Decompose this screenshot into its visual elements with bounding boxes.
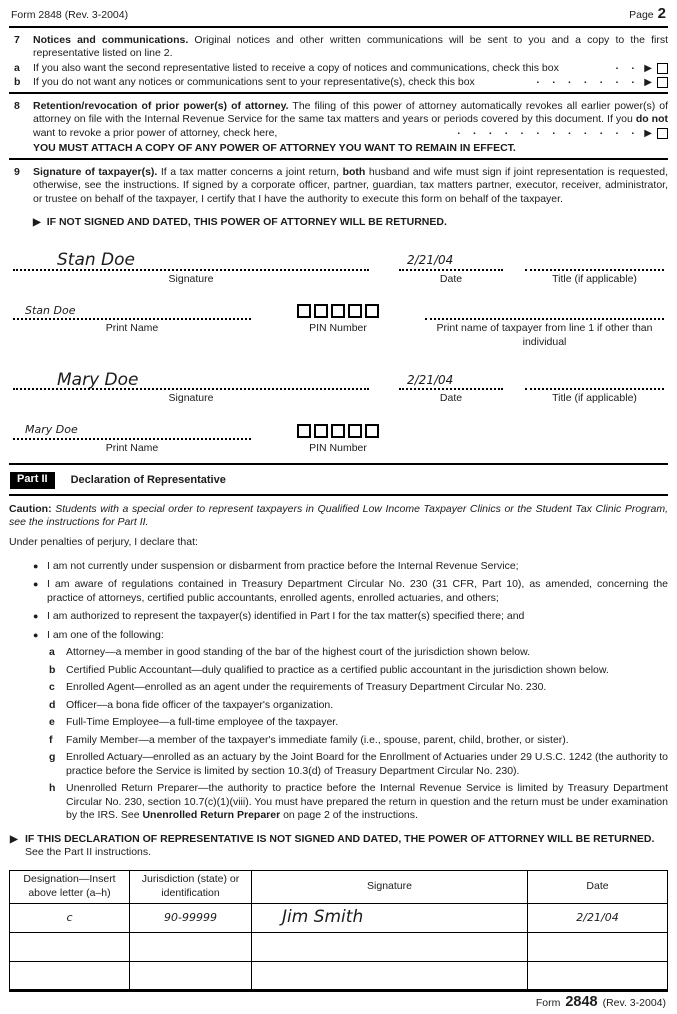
designation-cell[interactable]	[10, 932, 130, 961]
jurisdiction-cell[interactable]	[130, 932, 252, 961]
pin-box[interactable]	[365, 424, 379, 438]
taxpayer1-print-other-field[interactable]	[425, 299, 664, 320]
line8-title: Retention/revocation of prior power(s) of attorney.	[33, 99, 289, 112]
divider	[9, 494, 668, 496]
pin-number-label: PIN Number	[309, 441, 367, 454]
signature-cell[interactable]	[252, 961, 528, 990]
designation-cell[interactable]	[10, 961, 130, 990]
taxpayer1-signature-row	[13, 250, 664, 287]
signature-label: Signature	[168, 272, 214, 285]
line7b-letter: b	[14, 76, 21, 88]
arrow-right-icon: ▶	[10, 833, 18, 845]
declaration-bullet: ● I am aware of regulations contained in Treasury Department Circular No. 230 (31 CFR, Part 10), as amended, concerning the practice of attorneys, certified public accountants, enrolled agents, enrolled actuaries, and others;	[33, 578, 668, 604]
arrow-right-icon: ▶	[33, 217, 41, 228]
taxpayer1-pin-boxes	[277, 299, 399, 320]
taxpayer2-print-row	[13, 419, 664, 456]
part2-title: Declaration of Representative	[70, 473, 226, 486]
signature-cell[interactable]: Jim Smith	[252, 903, 528, 932]
designation-d: d Officer—a bona fide officer of the taxpayer's organization.	[49, 698, 334, 711]
taxpayer1-print-name-field[interactable]: Stan Doe	[13, 299, 251, 320]
taxpayer2-print-name-field[interactable]: Mary Doe	[13, 419, 251, 440]
pin-box[interactable]	[297, 424, 311, 438]
page-footer	[9, 993, 668, 1011]
taxpayer2-signature-row	[13, 369, 664, 406]
jurisdiction-column-header: Jurisdiction (state) or identification	[130, 870, 252, 903]
line8-number: 8	[14, 99, 20, 112]
line7a-text: If you also want the second representative listed to receive a copy of notices and communications, check this box	[33, 61, 559, 74]
pin-box[interactable]	[314, 304, 328, 318]
date-column-header: Date	[528, 870, 668, 903]
signature-label: Signature	[168, 392, 214, 404]
page-header	[9, 5, 668, 24]
footer-form-number: 2848	[565, 993, 598, 1010]
title-label: Title (if applicable)	[552, 272, 637, 285]
line9-title: Signature of taxpayer(s).	[33, 165, 158, 178]
caution-note: Caution: Students with a special order to represent taxpayers in Qualified Low Income Taxpayer Clinics or the Student Tax Clinic Program, see the instructions for Part II.	[9, 502, 668, 528]
line7b-text: If you do not want any notices or communications sent to your representative(s), check this box	[33, 76, 475, 88]
designation-c: c Enrolled Agent—enrolled as an agent under the requirements of Treasury Department Circular No. 230.	[49, 681, 547, 693]
declaration-bullet: ● I am one of the following:	[33, 628, 164, 641]
taxpayer1-print-row	[13, 299, 664, 349]
arrow-right-icon: ▶	[644, 62, 652, 74]
line8	[9, 100, 668, 141]
representative-table	[9, 870, 668, 992]
title-label: Title (if applicable)	[552, 392, 637, 404]
designation-column-header: Designation—Insert above letter (a–h)	[10, 870, 130, 903]
divider	[9, 463, 668, 465]
designation-e: e Full-Time Employee—a full-time employee of the taxpayer.	[49, 716, 339, 728]
line7a	[14, 59, 668, 76]
dot-leader: . . . . . . . . . . . .	[457, 124, 640, 137]
print-name-label: Print Name	[105, 441, 159, 454]
line8-checkbox[interactable]	[657, 128, 668, 139]
pin-box[interactable]	[314, 424, 328, 438]
date-label: Date	[439, 392, 463, 404]
pin-box[interactable]	[297, 304, 311, 318]
taxpayer1-date-field[interactable]: 2/21/04	[399, 250, 503, 271]
line8-text: Retention/revocation of prior power(s) of attorney. The filing of this power of attorney automatically revokes all earlier power(s) of attorney on file with the Internal Revenue Service for the same tax matters and years or periods covered by this document. If you do not want to revoke a prior power of attorney, check here, . . . . . . . . . . . . ▶	[33, 99, 668, 139]
table-row	[10, 932, 668, 961]
part2-badge: Part II	[10, 472, 55, 489]
pin-box[interactable]	[331, 304, 345, 318]
bullet-icon: ●	[33, 560, 39, 571]
taxpayer2-pin-boxes	[277, 419, 399, 440]
arrow-right-icon: ▶	[644, 127, 652, 139]
jurisdiction-cell[interactable]	[130, 961, 252, 990]
pin-box[interactable]	[365, 304, 379, 318]
table-row	[10, 961, 668, 990]
line9-number: 9	[14, 165, 20, 178]
divider	[9, 26, 668, 28]
bullet-icon: ●	[33, 579, 39, 589]
signature-cell[interactable]	[252, 932, 528, 961]
footer-form-label: Form	[535, 996, 561, 1009]
date-cell[interactable]: 2/21/04	[528, 903, 668, 932]
date-cell[interactable]	[528, 932, 668, 961]
line7-number: 7	[14, 33, 20, 46]
taxpayer2-date-field[interactable]: 2/21/04	[399, 369, 503, 390]
part2-header	[9, 470, 668, 492]
pin-box[interactable]	[331, 424, 345, 438]
declaration-bullet: ● I am not currently under suspension or disbarment from practice before the Internal Revenue Service;	[33, 559, 519, 572]
declaration-bullet: ● I am authorized to represent the taxpayer(s) identified in Part I for the tax matter(s) specified there; and	[33, 610, 525, 622]
table-header-row	[10, 870, 668, 903]
line7-title: Notices and communications.	[33, 33, 189, 46]
divider	[9, 158, 668, 160]
table-row	[10, 903, 668, 932]
designation-a: a Attorney—a member in good standing of the bar of the highest court of the jurisdiction shown below.	[49, 646, 531, 658]
line8-attach-note: YOU MUST ATTACH A COPY OF ANY POWER OF ATTORNEY YOU WANT TO REMAIN IN EFFECT.	[33, 142, 516, 154]
bullet-icon: ●	[33, 629, 39, 640]
pin-number-label: PIN Number	[309, 322, 367, 334]
signature-column-header: Signature	[252, 870, 528, 903]
part2-warning: ▶ IF THIS DECLARATION OF REPRESENTATIVE IS NOT SIGNED AND DATED, THE POWER OF ATTORNEY WILL BE RETURNED. See the Part II instructions.	[10, 832, 655, 858]
line7b-checkbox[interactable]	[657, 77, 668, 88]
designation-f: f Family Member—a member of the taxpayer's immediate family (i.e., spouse, parent, child, brother, or sister).	[49, 733, 569, 746]
line7a-checkbox[interactable]	[657, 63, 668, 74]
footer-revision: (Rev. 3-2004)	[602, 996, 666, 1009]
perjury-statement: Under penalties of perjury, I declare that:	[9, 535, 198, 548]
page-number: Page 2	[629, 5, 666, 22]
dot-leader: . .	[615, 59, 640, 72]
jurisdiction-cell[interactable]: 90-99999	[130, 903, 252, 932]
date-cell[interactable]	[528, 961, 668, 990]
print-other-label: Print name of taxpayer from line 1 if other than individual	[436, 322, 653, 348]
form-id: Form 2848 (Rev. 3-2004)	[11, 9, 129, 21]
taxpayer1-signature-field[interactable]: Stan Doe	[13, 250, 369, 271]
pin-box[interactable]	[348, 424, 362, 438]
designation-g: g Enrolled Actuary—enrolled as an actuary by the Joint Board for the Enrollment of Actuaries under 29 U.S.C. 1242 (the authority to practice before the Service is limited by section 10.3(d) of Treasury Department Circular No. 230).	[49, 751, 668, 777]
line9	[9, 166, 668, 207]
line7-text: Notices and communications. Original notices and other written communications will be sent to you and a copy to the first representative listed on line 2.	[33, 33, 669, 59]
designation-b: b Certified Public Accountant—duly qualified to practice as a certified public accountant in the jurisdiction shown below.	[49, 663, 609, 676]
date-label: Date	[439, 272, 463, 285]
pin-box[interactable]	[348, 304, 362, 318]
taxpayer1-title-field[interactable]	[525, 250, 664, 271]
taxpayer2-title-field[interactable]	[525, 369, 664, 390]
designation-cell[interactable]: c	[10, 903, 130, 932]
dot-leader: . . . . . . .	[536, 74, 640, 86]
designation-h: h Unenrolled Return Preparer—the authority to practice before the Internal Revenue Service is limited by Treasury Department Circular No. 230, section 10.7(c)(1)(viii). You must have prepared the return in question and the return must be under examination by the IRS. See Unenrolled Return Preparer on page 2 of the instructions.	[49, 782, 668, 821]
divider	[9, 92, 668, 94]
bullet-icon: ●	[33, 611, 39, 621]
line7a-letter: a	[14, 61, 20, 74]
line9-warning: ▶ IF NOT SIGNED AND DATED, THIS POWER OF ATTORNEY WILL BE RETURNED.	[33, 216, 447, 228]
print-name-label: Print Name	[105, 322, 159, 334]
arrow-right-icon: ▶	[644, 77, 652, 88]
line7	[9, 34, 668, 61]
line9-text: Signature of taxpayer(s). If a tax matter concerns a joint return, both husband and wife must sign if joint representation is requested, otherwise, see the instructions. If signed by a corporate officer, partner, guardian, tax matters partner, executor, receiver, administrator, or trustee on behalf of the taxpayer, I certify that I have the authority to execute this form on behalf of the taxpayer.	[33, 165, 668, 205]
taxpayer2-signature-field[interactable]: Mary Doe	[13, 369, 369, 390]
line7b	[14, 76, 668, 90]
